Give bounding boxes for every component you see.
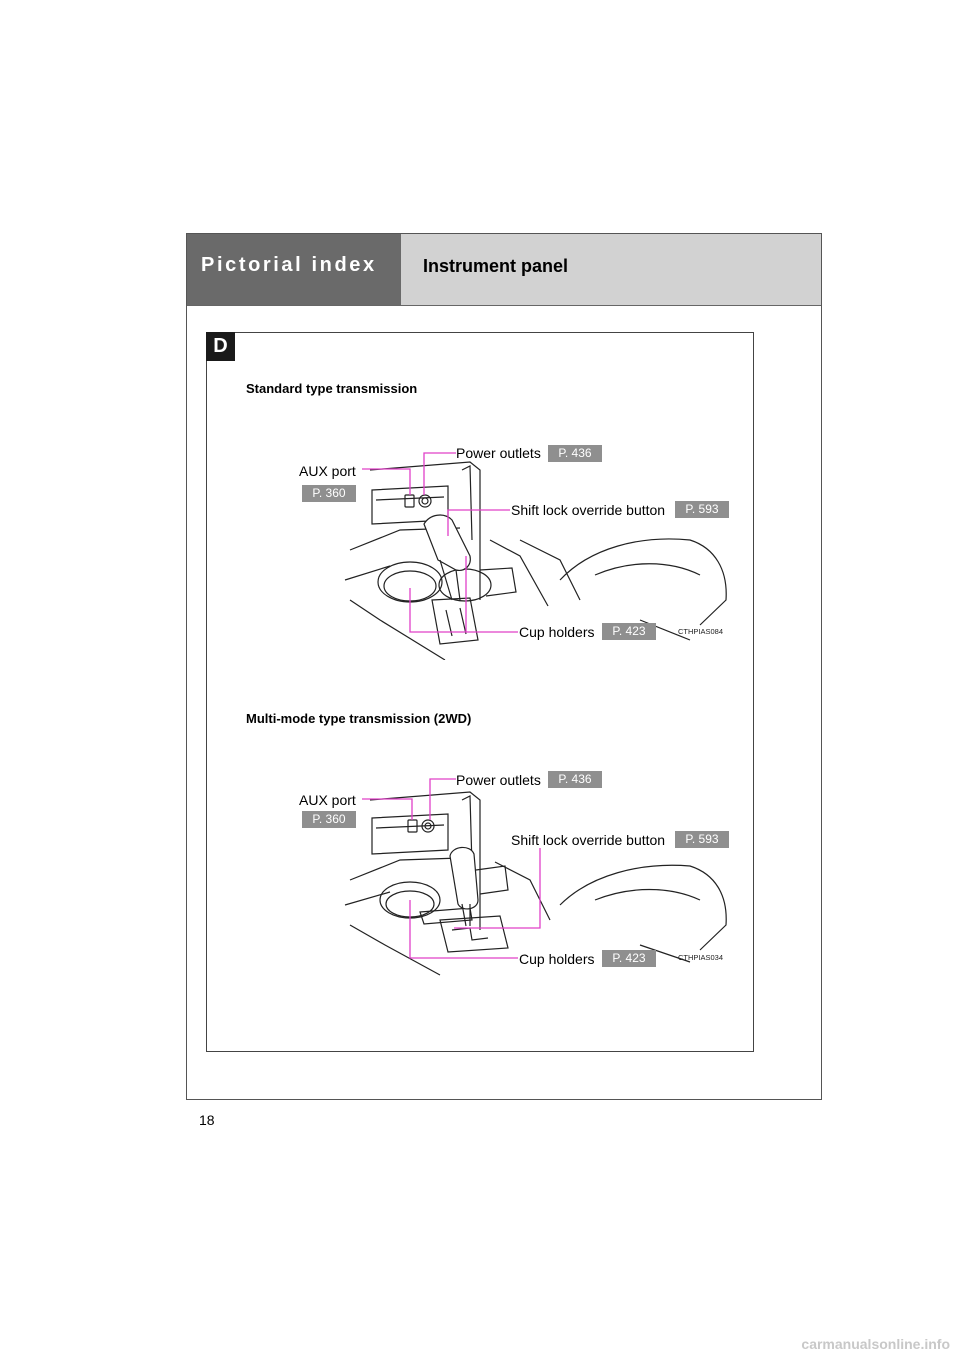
aux-port-page-ref[interactable]: P. 360	[302, 811, 356, 828]
shift-lock-override-page-ref[interactable]: P. 593	[675, 501, 729, 518]
cup-holders-page-ref[interactable]: P. 423	[602, 950, 656, 967]
shift-lock-override-label: Shift lock override button	[511, 832, 666, 848]
aux-port-label: AUX port	[299, 463, 356, 479]
page-subtitle: Instrument panel	[423, 256, 569, 276]
watermark: carmanualsonline.info	[801, 1336, 950, 1352]
cup-holders-page-ref[interactable]: P. 423	[602, 623, 656, 640]
shift-lock-override-page-ref[interactable]: P. 593	[675, 831, 729, 848]
cup-holders-label: Cup holders	[519, 624, 595, 640]
figure-heading-multimode: Multi-mode type transmission (2WD)	[246, 711, 472, 726]
cup-holders-label: Cup holders	[519, 951, 595, 967]
page-number: 18	[199, 1112, 215, 1128]
image-code-multimode: CTHPIAS034	[678, 953, 724, 962]
power-outlets-page-ref[interactable]: P. 436	[548, 771, 602, 788]
aux-port-label: AUX port	[299, 792, 356, 808]
power-outlets-page-ref[interactable]: P. 436	[548, 445, 602, 462]
section-title: Pictorial index	[201, 254, 377, 276]
section-letter-badge: D	[206, 332, 235, 361]
power-outlets-label: Power outlets	[456, 772, 541, 788]
image-code-standard: CTHPIAS084	[678, 627, 724, 636]
figure-heading-standard: Standard type transmission	[246, 381, 418, 396]
header-divider	[187, 305, 821, 306]
shift-lock-override-label: Shift lock override button	[511, 502, 666, 518]
power-outlets-label: Power outlets	[456, 445, 541, 461]
aux-port-page-ref[interactable]: P. 360	[302, 485, 356, 502]
